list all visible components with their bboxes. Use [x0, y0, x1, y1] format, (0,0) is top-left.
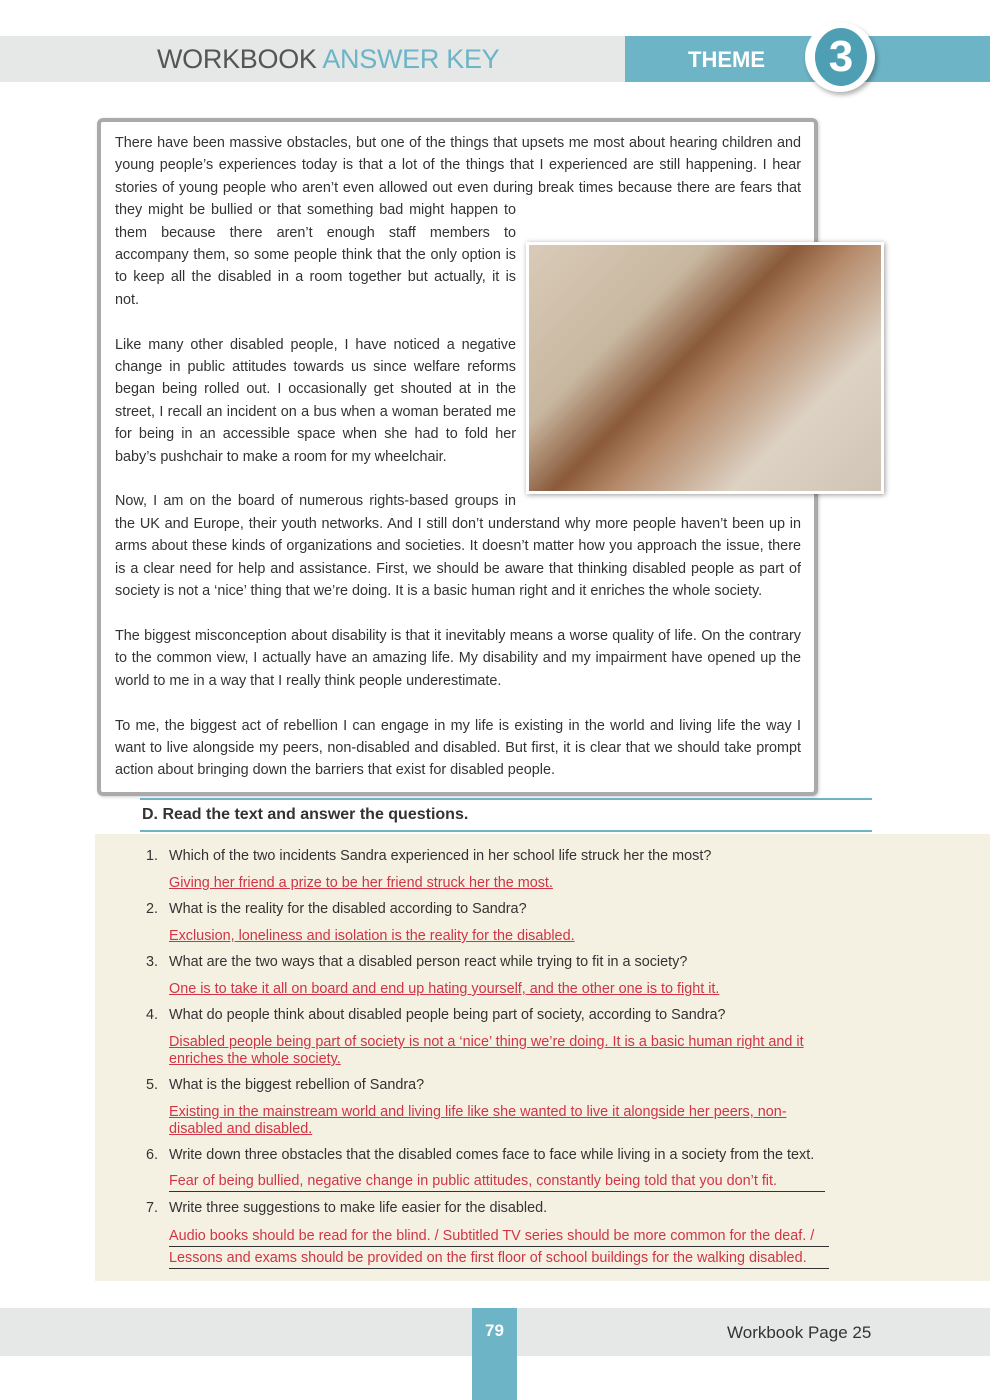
paragraph: Now, I am on the board of numerous rights-based groups in the UK and Europe, their youth networks. And I still don’t understand why more people haven’t been up in arms about these kinds of organizations and societies. It doesn’t matter how you approach the issue, there is a clear need for help and assistance. First, we should be aware that thinking disabled people as part of society is not a ‘nice’ thing that we’re doing. It is a basic human right and it enriches the whole society. — [115, 493, 801, 600]
question-text: What are the two ways that a disabled person react while trying to fit in a society? — [169, 954, 688, 970]
paragraph: There have been massive obstacles, but one of the things that upsets me most about hearing children and young people’s experiences today is that a lot of the things that I experienced are still happening. I hear stories of young people who aren’t even allowed out even during break times because there are fears that they might be bullied or that something bad might happen to them because there aren’t enough staff members to accompany them, so some people think that the only option is to keep all the disabled in a room together but actually, it is not. — [115, 135, 801, 308]
wheelchair-photo — [526, 242, 884, 494]
header-title — [157, 44, 499, 75]
question-number: 1. — [146, 848, 159, 864]
question — [146, 848, 711, 864]
workbook-page-label: Workbook Page 25 — [727, 1323, 872, 1342]
reading-text-box — [97, 118, 818, 796]
paragraph: To me, the biggest act of rebellion I can engage in my life is existing in the world and living life the way I want to live alongside my peers, non-disabled and disabled. But first, it is clear that we should take prompt action about bringing down the barriers that exist for disabled people. — [115, 717, 801, 779]
question — [146, 954, 687, 970]
question-text: What is the biggest rebellion of Sandra? — [169, 1077, 425, 1093]
answer: One is to take it all on board and end up hating yourself, and the other one is to fight it. — [169, 981, 720, 997]
question — [146, 901, 527, 917]
answer: Fear of being bullied, negative change in public attitudes, constantly being told that you don’t fit. — [169, 1171, 825, 1192]
answer: Existing in the mainstream world and living life like she wanted to live it alongside her peers, non-disabled and disabled. — [169, 1104, 787, 1137]
question-number: 3. — [146, 954, 159, 970]
answer: Audio books should be read for the blind. / Subtitled TV series should be more common for the deaf. / — [169, 1226, 829, 1247]
question — [146, 1147, 814, 1163]
question-text: Which of the two incidents Sandra experienced in her school life struck her the most? — [169, 848, 712, 864]
question-number: 5. — [146, 1077, 159, 1093]
theme-label: THEME — [688, 47, 765, 72]
header-title-answer-key: ANSWER KEY — [322, 44, 500, 74]
paragraph: Like many other disabled people, I have noticed a negative change in public attitudes towards us since welfare reforms began being rolled out. I occasionally get shouted at in the street, I recall an incident on a bus when a woman berated me for being in an accessible space when she had to fold her baby’s pushchair to make a room for my wheelchair. — [115, 336, 516, 465]
question-number: 2. — [146, 901, 159, 917]
question-text: What is the reality for the disabled according to Sandra? — [169, 901, 527, 917]
paragraph: The biggest misconception about disability is that it inevitably means a worse quality of life. On the contrary to the common view, I actually have an amazing life. My disability and my impairment have opened up the world to me in a way that I really think people underestimate. — [115, 627, 801, 689]
question-text: Write three suggestions to make life easier for the disabled. — [169, 1200, 548, 1216]
photo-float — [516, 220, 801, 511]
answer: Disabled people being part of society is not a ‘nice’ thing we’re doing. It is a basic human right and it enriches the whole society. — [169, 1034, 804, 1067]
question-text: What do people think about disabled people being part of society, according to Sandra? — [169, 1007, 726, 1023]
answer: Giving her friend a prize to be her friend struck her the most. — [169, 875, 553, 891]
question — [146, 1200, 547, 1216]
section-title: D. Read the text and answer the questions. — [142, 806, 469, 823]
question — [146, 1077, 424, 1093]
answer: Exclusion, loneliness and isolation is the reality for the disabled. — [169, 928, 575, 944]
section-heading — [140, 798, 872, 832]
question — [146, 1007, 726, 1023]
header-title-workbook: WORKBOOK — [157, 44, 317, 74]
question-number: 7. — [146, 1200, 159, 1216]
question-number: 4. — [146, 1007, 159, 1023]
theme-number-badge — [805, 22, 875, 92]
question-number: 6. — [146, 1147, 159, 1163]
page-number: 79 — [472, 1308, 517, 1400]
theme-number: 3 — [815, 28, 867, 86]
question-text: Write down three obstacles that the disabled comes face to face while living in a society from the text. — [169, 1147, 815, 1163]
answer-continued: Lessons and exams should be provided on the first floor of school buildings for the walking disabled. — [169, 1248, 829, 1269]
